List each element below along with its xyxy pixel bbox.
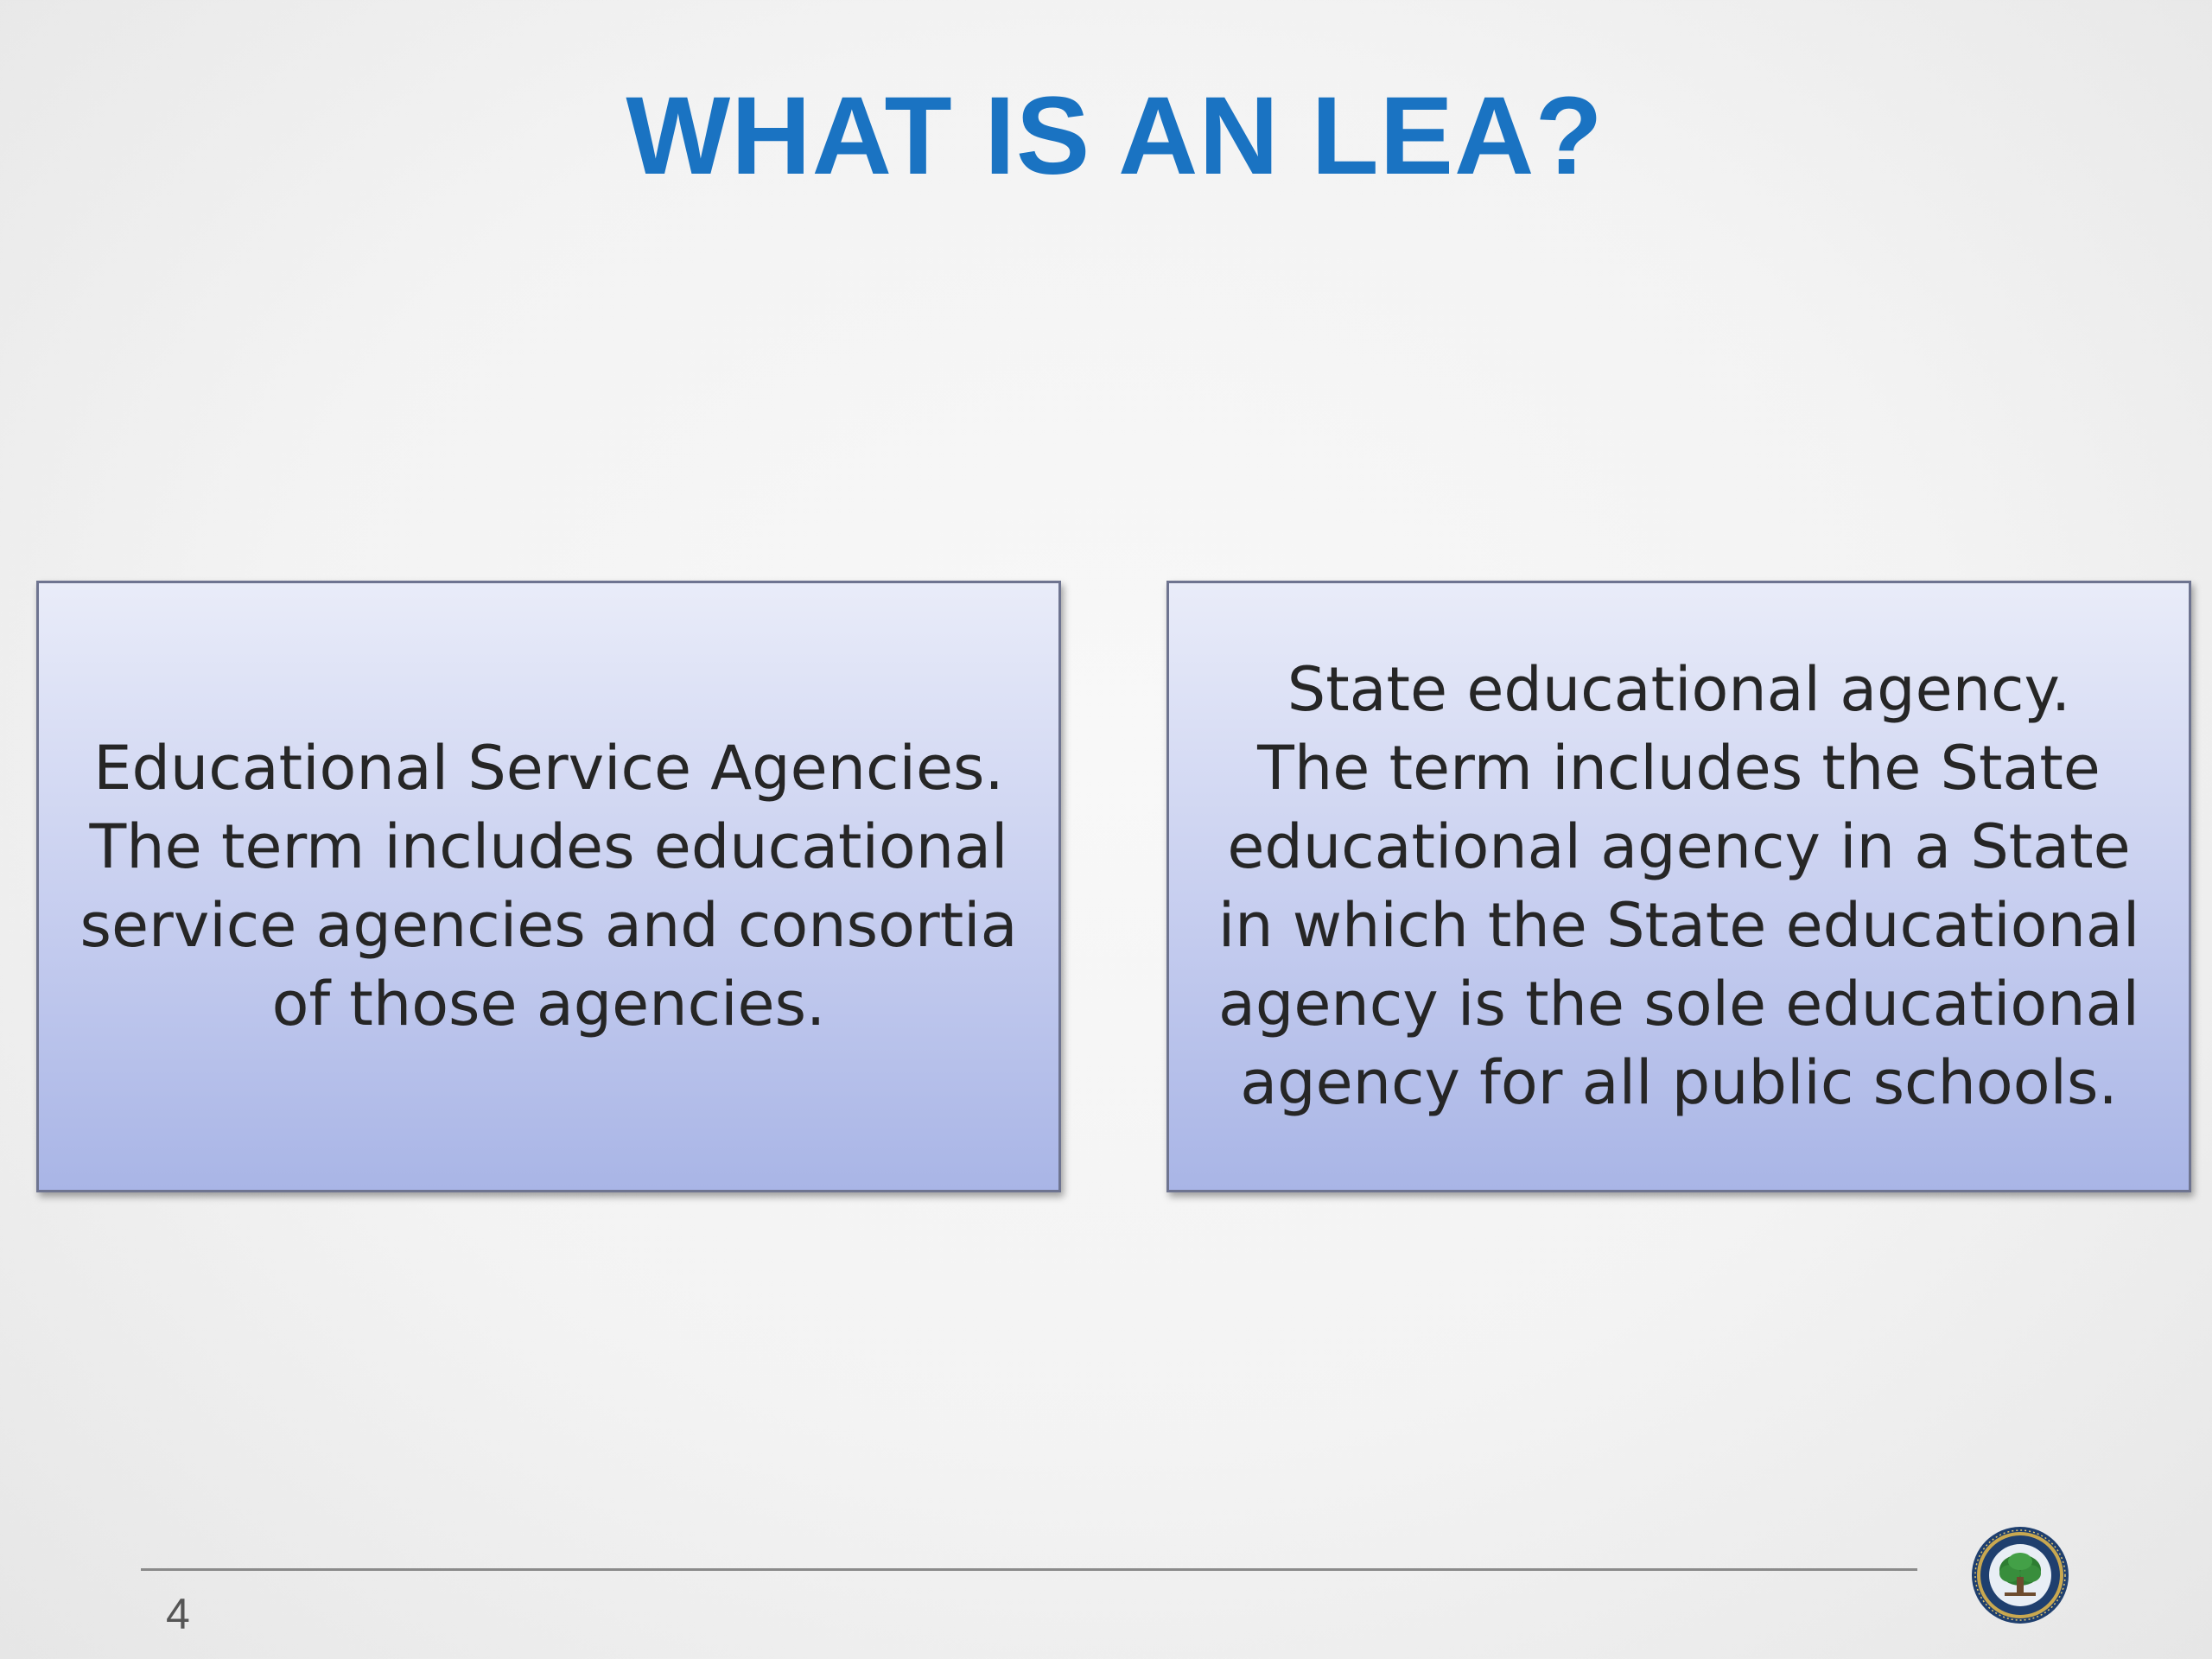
left-definition-text: Educational Service Agencies. The term includes educational service agencies and consortia of those agencies.: [79, 733, 1018, 1039]
left-definition-box: [36, 581, 1061, 1192]
right-definition-text: State educational agency. The term includes the State educational agency in a State in which the State educational agency is the sole educational agency for all public schools.: [1217, 654, 2140, 1118]
page-number: 4: [166, 1590, 190, 1638]
right-definition-box: [1166, 581, 2191, 1192]
department-of-education-seal-icon: [1970, 1525, 2070, 1625]
footer-divider: [141, 1568, 1917, 1571]
slide-title: WHAT IS AN LEA?: [626, 74, 1604, 198]
